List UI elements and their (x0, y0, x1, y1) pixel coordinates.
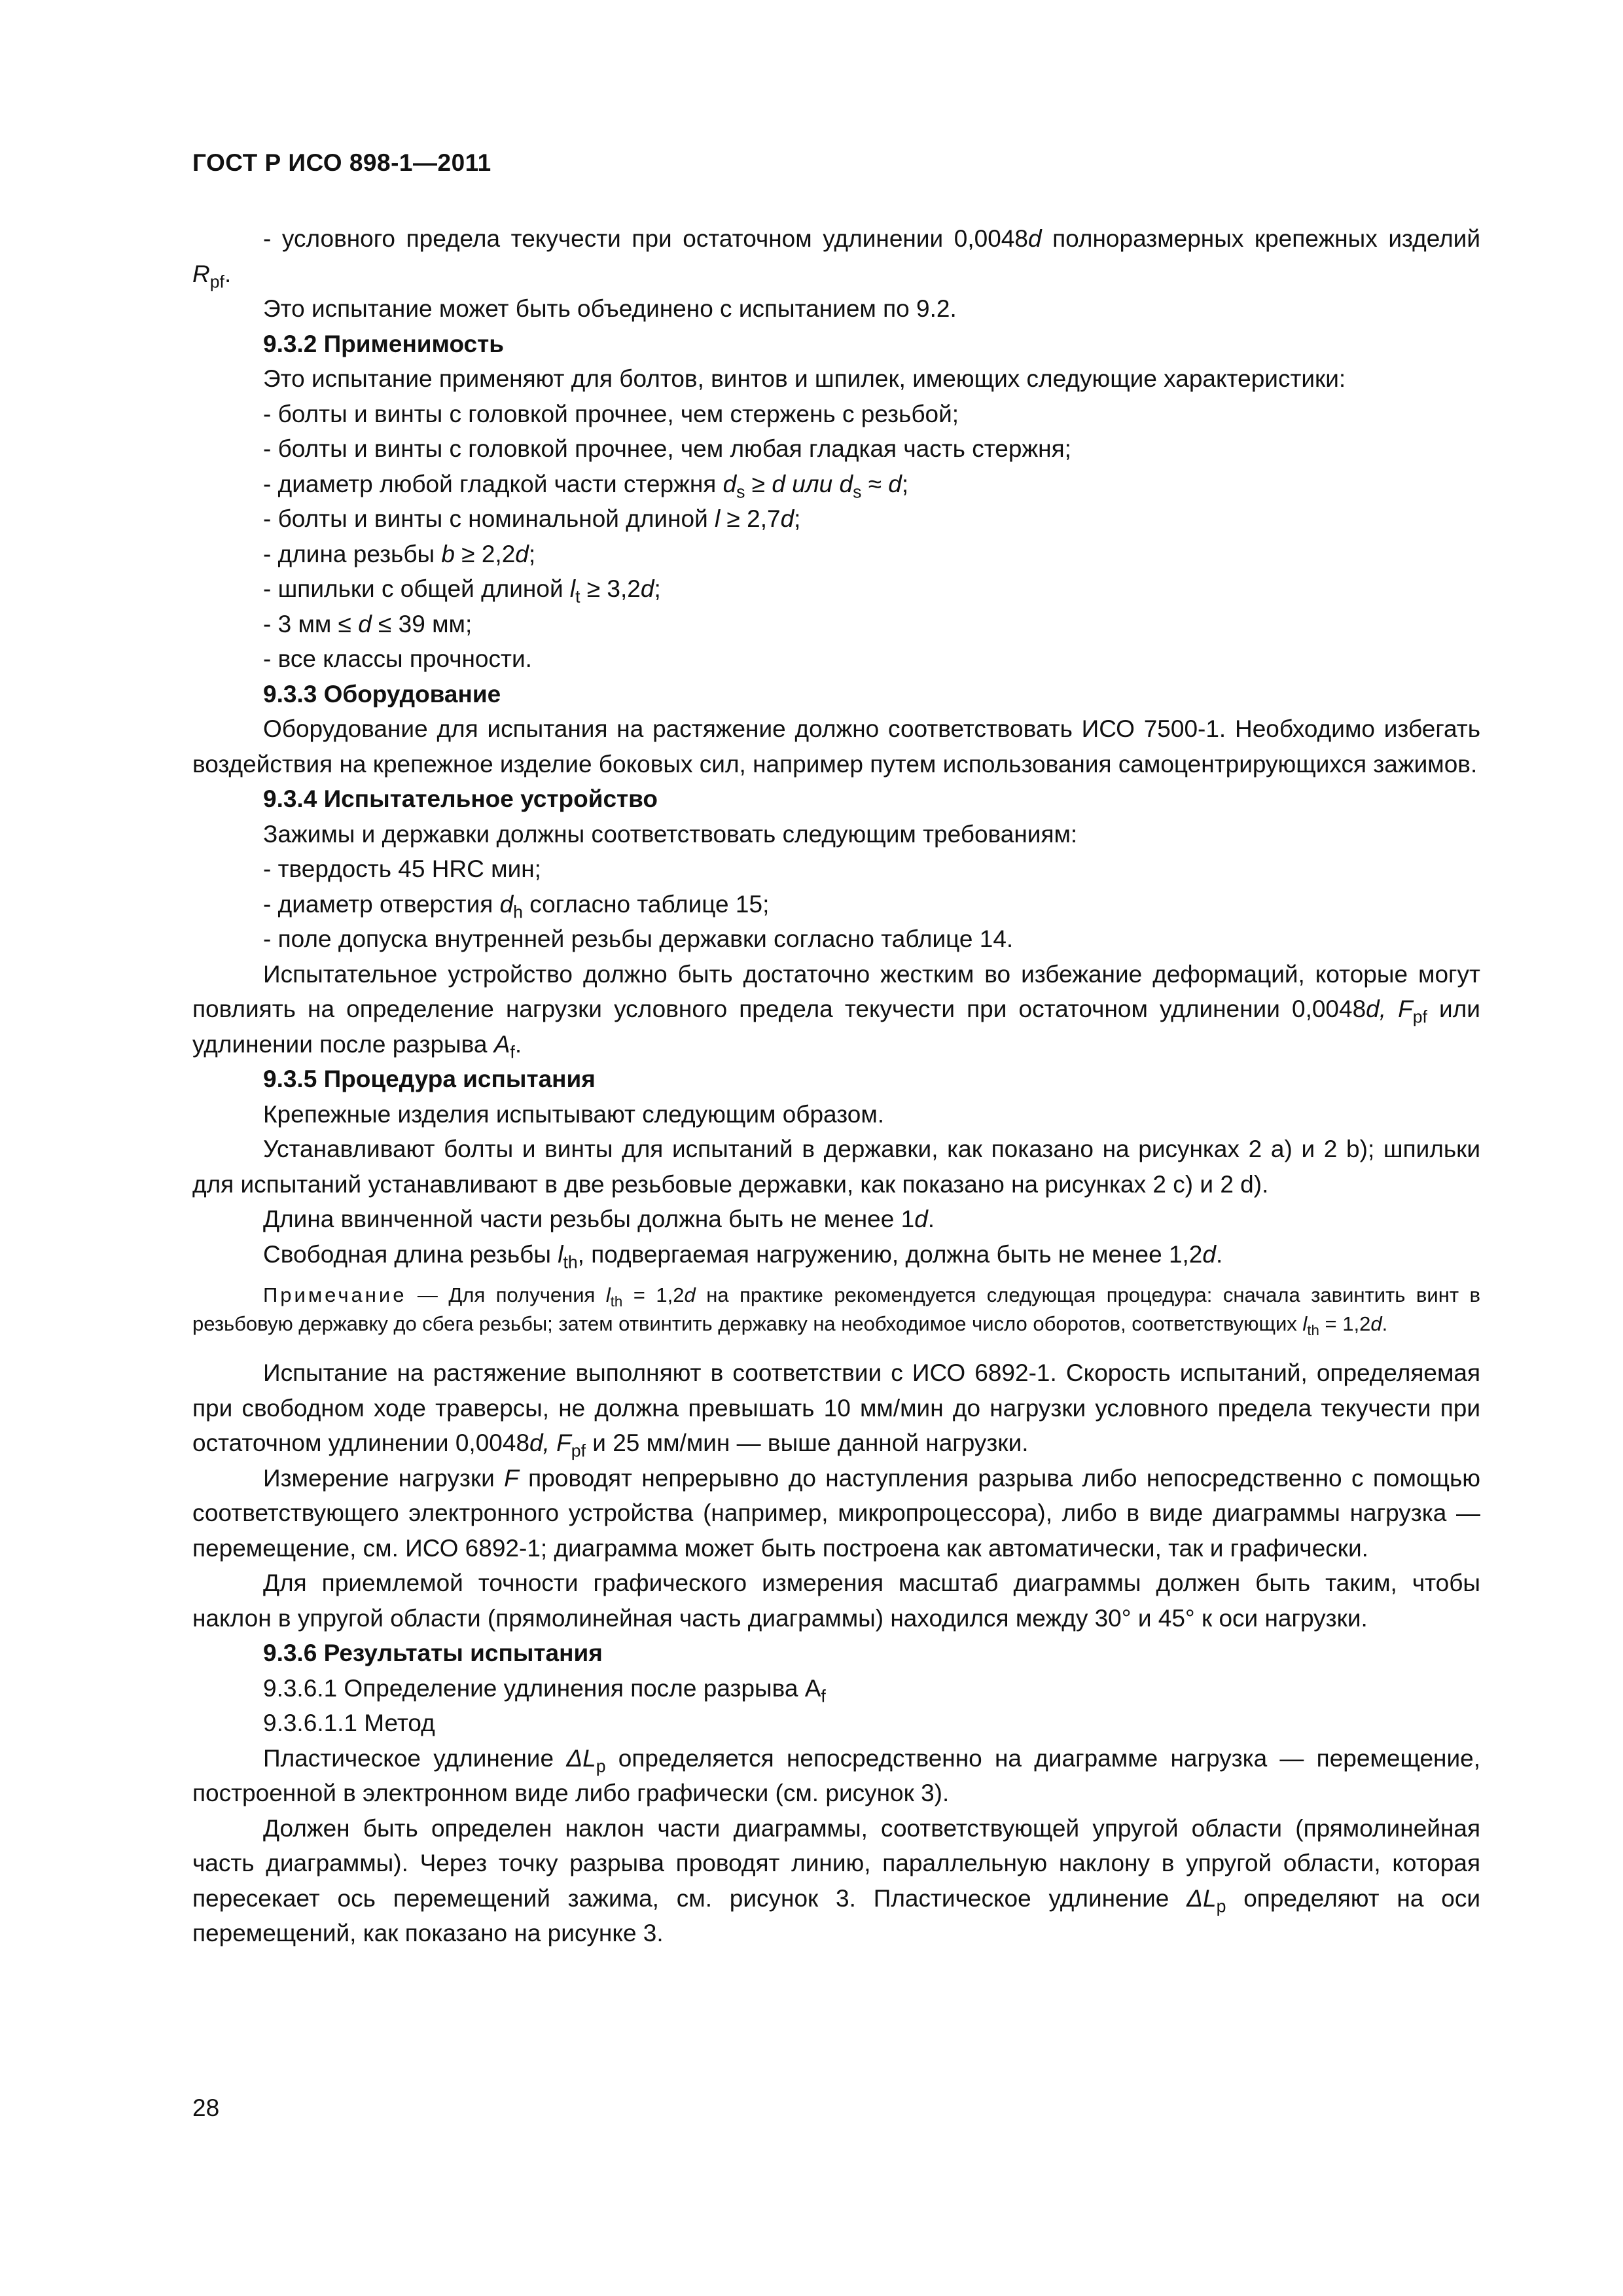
section-heading: 9.3.2 Применимость (263, 330, 504, 357)
note-label: Примечание (263, 1283, 407, 1306)
list-item: - шпильки с общей длиной $l_t \ge 3,2d$; (263, 575, 661, 607)
paragraph: Устанавливают болты и винты для испытаний в державки, как показано на рисунках 2 a) и 2 b); шпильки для испытаний устанавливают в две резьбовые державки, как показано на рисунках 2 c) и 2 d). (192, 1136, 1480, 1198)
paragraph: Испытательное устройство должно быть достаточно жестким во избежание деформаций, которые могут повлиять на определение нагрузки условного предела текучести при остаточном удлинении 0,0048d, $F_{pf}$ или удлинении после разрыва $A_f$. (192, 960, 1480, 1062)
paragraph: 9.3.6.1 Определение удлинения после разрыва $A_f$ (263, 1674, 826, 1706)
section-heading: 9.3.5 Процедура испытания (263, 1066, 596, 1092)
paragraph: Длина ввинченной части резьбы должна быть не менее 1d. (263, 1206, 935, 1232)
list-item: - поле допуска внутренней резьбы державки согласно таблице 14. (263, 925, 1014, 952)
list-item: - болты и винты с номинальной длиной l ≥ 2,7d; (263, 505, 801, 532)
note: Примечание — Для получения $l_{th} = 1,2d$ на практике рекомендуется следующая процедура: сначала завинтить винт в резьбовую державку до сбега резьбы; затем отвинтить державку на необходимое число оборотов, соответствующих $l_{th} = 1,2d$. (192, 1283, 1480, 1339)
paragraph: Зажимы и державки должны соответствовать следующим требованиям: (263, 820, 1078, 848)
list-item: - диаметр любой гладкой части стержня $d_s \ge d$ или $d_s \approx d$; (263, 470, 909, 502)
document-body (192, 221, 1480, 1951)
paragraph: Свободная длина резьбы $l_{th}$, подвергаемая нагружению, должна быть не менее 1,2d. (263, 1240, 1223, 1272)
document-header: ГОСТ Р ИСО 898-1—2011 (192, 149, 491, 176)
paragraph: - условного предела текучести при остаточном удлинении 0,0048d полноразмерных крепежных изделий $R_{pf}$. (192, 225, 1480, 292)
list-item: - болты и винты с головкой прочнее, чем стержень с резьбой; (263, 400, 959, 427)
paragraph: Это испытание может быть объединено с испытанием по 9.2. (263, 295, 957, 322)
paragraph: Измерение нагрузки F проводят непрерывно до наступления разрыва либо непосредственно с помощью соответствующего электронного устройства (например, микропроцессора), либо в виде диаграммы нагрузка — перемещение, см. ИСО 6892-1; диаграмма может быть построена как автоматически, так и графически. (192, 1464, 1480, 1562)
section-heading: 9.3.3 Оборудование (263, 680, 501, 708)
page-number: 28 (192, 2094, 220, 2121)
section-heading: 9.3.6 Результаты испытания (263, 1640, 603, 1666)
paragraph: Для приемлемой точности графического измерения масштаб диаграммы должен быть таким, чтобы наклон в упругой области (прямолинейная часть диаграммы) находился между 30° и 45° к оси нагрузки. (192, 1570, 1480, 1632)
paragraph: Должен быть определен наклон части диаграммы, соответствующей упругой области (прямолинейная часть диаграммы). Через точку разрыва проводят линию, параллельную наклону в упругой области, которая пересекает ось перемещений зажима, см. рисунок 3. Пластическое удлинение $\Delta L_p$ определяют на оси перемещений, как показано на рисунке 3. (192, 1814, 1481, 1946)
list-item: - болты и винты с головкой прочнее, чем любая гладкая часть стержня; (263, 435, 1071, 462)
paragraph: Оборудование для испытания на растяжение должно соответствовать ИСО 7500-1. Необходимо избегать воздействия на крепежное изделие боковых сил, например путем использования самоцентрирующихся зажимов. (192, 715, 1480, 778)
list-item: - диаметр отверстия $d_h$ согласно таблице 15; (263, 890, 770, 922)
list-item: - длина резьбы b ≥ 2,2d; (263, 540, 536, 567)
section-heading: 9.3.4 Испытательное устройство (263, 785, 658, 812)
paragraph: Испытание на растяжение выполняют в соответствии с ИСО 6892-1. Скорость испытаний, определяемая при свободном ходе траверсы, не должна превышать 10 мм/мин до нагрузки условного предела текучести при остаточном удлинении 0,0048d, $F_{pf}$ и 25 мм/мин — выше данной нагрузки. (192, 1359, 1480, 1461)
list-item: - 3 мм ≤ d ≤ 39 мм; (263, 610, 473, 637)
paragraph: Это испытание применяют для болтов, винтов и шпилек, имеющих следующие характеристики: (263, 365, 1346, 392)
paragraph: Пластическое удлинение $\Delta L_p$ определяется непосредственно на диаграмме нагрузка — перемещение, построенной в электронном виде либо графически (см. рисунок 3). (192, 1744, 1481, 1806)
list-item: - твердость 45 HRC мин; (263, 855, 541, 882)
paragraph: Крепежные изделия испытывают следующим образом. (263, 1100, 885, 1128)
list-item: - все классы прочности. (263, 645, 532, 672)
paragraph: 9.3.6.1.1 Метод (263, 1710, 435, 1736)
